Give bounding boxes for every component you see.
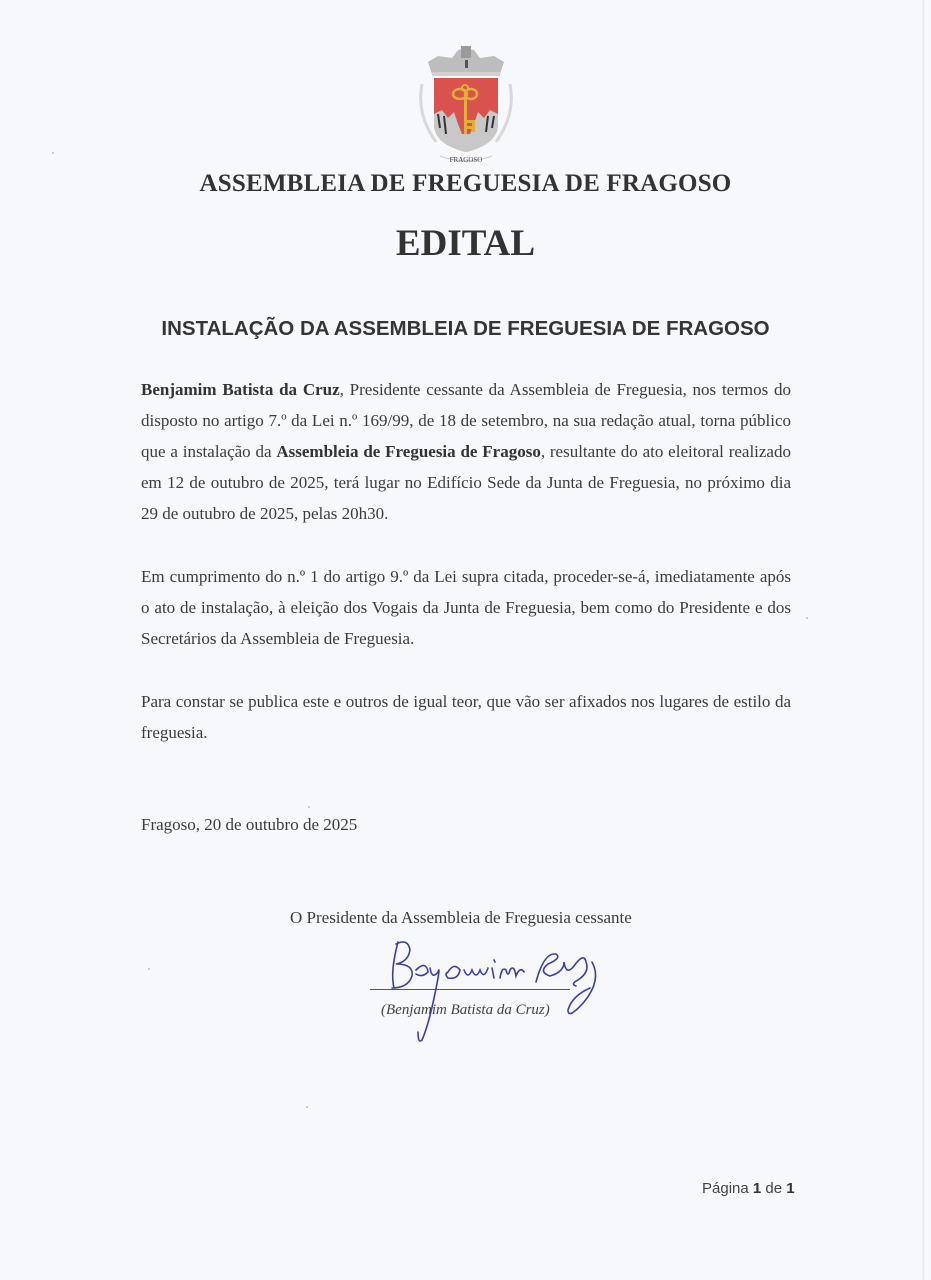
scan-speck [306, 1106, 308, 1108]
subject-heading: INSTALAÇÃO DA ASSEMBLEIA DE FREGUESIA DE FRAGOSO [161, 317, 770, 340]
coat-of-arms-icon [414, 44, 518, 164]
paragraph-announcement [141, 374, 791, 529]
paragraph-text: , Presidente cessante da Assembleia de Freguesia, nos termos do disposto no artigo 7.º da Lei n.º 169/99, de 18 de setembro, na sua redação atual, torna público que a instalação da [141, 380, 791, 461]
page-number: Página 1 de 1 [702, 1180, 795, 1197]
scan-speck [148, 968, 150, 970]
president-name: Benjamim Batista da Cruz [141, 380, 340, 399]
header-title: ASSEMBLEIA DE FREGUESIA DE FRAGOSO [199, 170, 732, 197]
scan-speck [52, 152, 54, 154]
place-and-date: Fragoso, 20 de outubro de 2025 [141, 815, 358, 834]
paragraph-publication: Para constar se publica este e outros de igual teor, que vão ser afixados nos lugares de estilo da freguesia. [141, 692, 791, 742]
paragraph-election: Em cumprimento do n.º 1 do artigo 9.º da Lei supra citada, proceder-se-á, imediatamente após o ato de instalação, à eleição dos Vogais da Junta de Freguesia, bem como do Presidente e dos Secretários da Assembleia de Freguesia. [141, 567, 791, 648]
handwritten-signature-icon [368, 932, 603, 1050]
svg-text:FRAGOSO: FRAGOSO [449, 156, 483, 164]
document-type-title: EDITAL [395, 223, 536, 264]
scan-speck [308, 806, 310, 808]
scan-speck [806, 617, 808, 619]
signatory-role: O Presidente da Assembleia de Freguesia cessante [290, 908, 632, 927]
paragraph-text: , resultante do ato eleitoral realizado em 12 de outubro de 2025, terá lugar no Edifício Sede da Junta de Freguesia, no próximo dia 29 de outubro de 2025, pelas 20h30. [141, 442, 791, 523]
signatory-name: (Benjamim Batista da Cruz) [381, 1002, 550, 1018]
assembly-name: Assembleia de Freguesia de Fragoso [276, 442, 541, 461]
